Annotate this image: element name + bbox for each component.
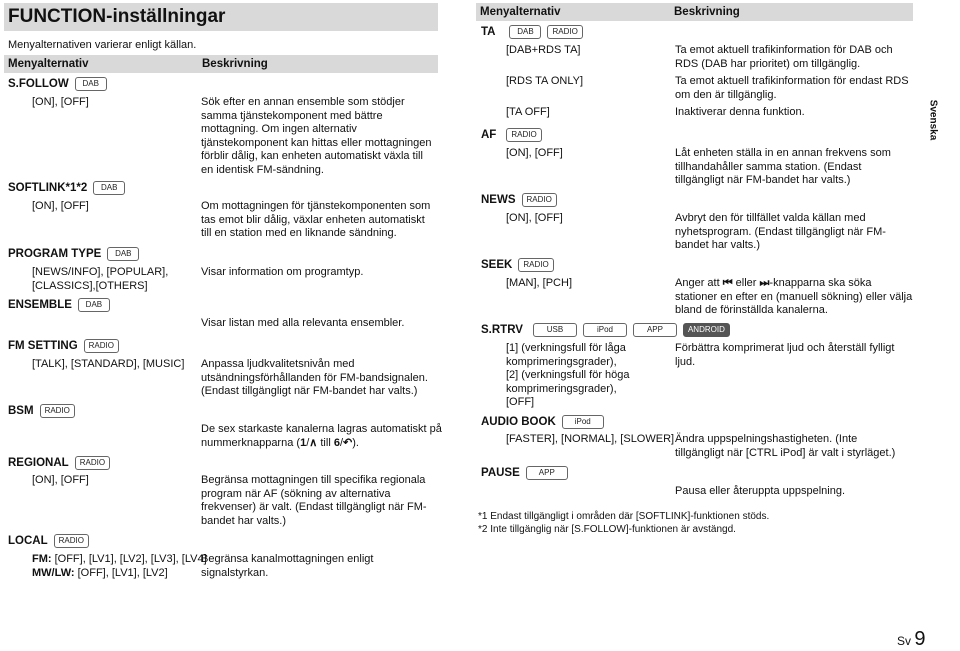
regional-description: Begränsa mottagningen till specifika regionala program när AF (sökning av alternativa frekvenser) är valt. (Endast tillgängligt när FM- bandet har valts.) <box>201 474 427 527</box>
item-name: LOCAL <box>8 535 48 547</box>
softlink-description: Om mottagningen för tjänstekomponenten som tas emot blir dålig, växlar enheten automatiskt till en station med en liknande sändning. <box>201 200 431 239</box>
item-seek <box>481 258 554 272</box>
badge-dab: DAB <box>78 298 110 312</box>
item-name: SEEK <box>481 259 513 271</box>
badge-radio: RADIO <box>54 534 89 548</box>
ta-option-rds-only: [RDS TA ONLY] <box>506 75 584 87</box>
item-s-follow <box>8 77 107 91</box>
item-name: S.FOLLOW <box>8 78 69 90</box>
right-table-header <box>476 3 913 21</box>
ta-option-dab-rds: [DAB+RDS TA] <box>506 44 581 56</box>
badge-dab: DAB <box>107 247 139 261</box>
item-local <box>8 534 89 548</box>
item-af <box>481 128 542 142</box>
badge-radio: RADIO <box>84 339 119 353</box>
item-bsm <box>8 404 75 418</box>
badge-app: APP <box>526 466 568 480</box>
item-ta <box>481 25 583 39</box>
item-name: PAUSE <box>481 467 520 479</box>
news-option: [ON], [OFF] <box>506 212 563 224</box>
softlink-option: [ON], [OFF] <box>32 200 89 212</box>
page-number-value: 9 <box>914 628 926 650</box>
intro-text: Menyalternativen varierar enligt källan. <box>8 39 197 51</box>
item-ensemble <box>8 298 110 312</box>
footnote-1: *1 Endast tillgängligt i områden där [SOFTLINK]-funktionen stöds. <box>478 511 770 522</box>
footnotes <box>478 510 769 536</box>
item-name: TA <box>481 26 496 38</box>
badge-radio: RADIO <box>522 193 557 207</box>
regional-option: [ON], [OFF] <box>32 474 89 486</box>
header-menu: Menyalternativ <box>480 6 561 18</box>
language-tab <box>918 95 948 145</box>
ta-option-rds-only-description: Ta emot aktuell trafikinformation för endast RDS om den är tillgänglig. <box>675 75 909 101</box>
item-audio-book <box>481 415 604 429</box>
local-description: Begränsa kanalmottagningen enligt signalstyrkan. <box>201 553 374 579</box>
language-label: Svenska <box>927 99 939 141</box>
badge-radio: RADIO <box>75 456 110 470</box>
item-name: REGIONAL <box>8 457 69 469</box>
badge-radio: RADIO <box>506 128 541 142</box>
local-options: FM: [OFF], [LV1], [LV2], [LV3], [LV4] MW/LW: [OFF], [LV1], [LV2] <box>32 553 207 579</box>
header-menu: Menyalternativ <box>8 58 89 70</box>
audio-book-description: Ändra uppspelningshastigheten. (Inte tillgängligt när [CTRL iPod] är valt i styrläget.) <box>675 433 896 459</box>
bsm-description: De sex starkaste kanalerna lagras automatiskt på nummerknapparna (1/∧ till 6/↶). <box>201 423 442 449</box>
page-title: FUNCTION-inställningar <box>4 3 438 31</box>
next-track-icon: ⏭ <box>759 277 770 289</box>
item-name: AUDIO BOOK <box>481 416 556 428</box>
page-prefix: Sv <box>897 634 912 648</box>
page-number <box>897 628 925 651</box>
seek-description: Anger att ⏮ eller ⏭-knapparna ska söka stationer en efter en (manuell sökning) eller välja bland de förinställda kanalerna. <box>675 277 913 316</box>
badge-usb: USB <box>533 323 577 337</box>
ta-option-off: [TA OFF] <box>506 106 550 118</box>
badge-android: ANDROID <box>683 323 730 337</box>
item-name: NEWS <box>481 194 516 206</box>
footnote-2: *2 Inte tillgänglig när [S.FOLLOW]-funktionen är avstängd. <box>478 524 736 535</box>
ensemble-description: Visar listan med alla relevanta ensembler. <box>201 317 405 329</box>
item-name: BSM <box>8 405 34 417</box>
badge-app: APP <box>633 323 677 337</box>
badge-radio: RADIO <box>547 25 582 39</box>
badge-dab: DAB <box>75 77 107 91</box>
item-regional <box>8 456 110 470</box>
program-type-description: Visar information om programtyp. <box>201 266 364 278</box>
af-option: [ON], [OFF] <box>506 147 563 159</box>
item-news <box>481 193 557 207</box>
return-icon: ↶ <box>343 436 353 449</box>
badge-dab: DAB <box>509 25 541 39</box>
item-pause <box>481 466 568 480</box>
ta-option-dab-rds-description: Ta emot aktuell trafikinformation för DAB och RDS (DAB har prioritet) om tillgänglig. <box>675 44 893 70</box>
badge-dab: DAB <box>93 181 125 195</box>
badge-ipod: iPod <box>562 415 604 429</box>
item-s-rtrv <box>481 323 730 337</box>
previous-track-icon: ⏮ <box>722 277 733 289</box>
item-program-type <box>8 247 139 261</box>
program-type-options: [NEWS/INFO], [POPULAR], [CLASSICS],[OTHERS] <box>32 266 169 292</box>
item-name: AF <box>481 129 497 141</box>
s-follow-option: [ON], [OFF] <box>32 96 89 108</box>
item-softlink <box>8 181 125 195</box>
left-table-header <box>4 55 438 73</box>
s-follow-description: Sök efter en annan ensemble som stödjer samma tjänstekomponent med bättre mottagning. Om ingen alternativ tjänstekomponent kan hittas eller mottagningen förblir dålig, kan enheten automatiskt växla till en identisk FM-sändning. <box>201 96 432 176</box>
news-description: Avbryt den för tillfället valda källan med nyhetsprogram. (Endast tillgängligt när FM- bandet har valts.) <box>675 212 886 251</box>
s-rtrv-description: Förbättra komprimerat ljud och återställ fylligt ljud. <box>675 342 895 368</box>
af-description: Låt enheten ställa in en annan frekvens som tillhandahåller samma station. (Endast tillgängligt när FM-bandet har valts.) <box>675 147 891 186</box>
audio-book-option: [FASTER], [NORMAL], [SLOWER] <box>506 433 675 445</box>
header-description: Beskrivning <box>674 6 740 18</box>
s-rtrv-options: [1] (verkningsfull för låga komprimeringsgrader), [2] (verkningsfull för höga komprimeringsgrader), [OFF] <box>506 342 630 408</box>
fm-setting-option: [TALK], [STANDARD], [MUSIC] <box>32 358 185 370</box>
pause-description: Pausa eller återuppta uppspelning. <box>675 485 846 497</box>
badge-ipod: iPod <box>583 323 627 337</box>
ta-option-off-description: Inaktiverar denna funktion. <box>675 106 805 118</box>
item-name: FM SETTING <box>8 340 78 352</box>
item-name: PROGRAM TYPE <box>8 248 102 260</box>
item-name: S.RTRV <box>481 324 523 336</box>
badge-radio: RADIO <box>518 258 553 272</box>
seek-option: [MAN], [PCH] <box>506 277 573 289</box>
badge-radio: RADIO <box>40 404 75 418</box>
item-name: SOFTLINK*1*2 <box>8 182 88 194</box>
item-name: ENSEMBLE <box>8 299 72 311</box>
up-arrow-icon: ∧ <box>309 436 318 449</box>
item-fm-setting <box>8 339 119 353</box>
header-description: Beskrivning <box>202 58 268 70</box>
fm-setting-description: Anpassa ljudkvalitetsnivån med utsändningsförhållanden för FM-bandsignalen. (Endast tillgängligt när FM-bandet har valts.) <box>201 358 428 397</box>
